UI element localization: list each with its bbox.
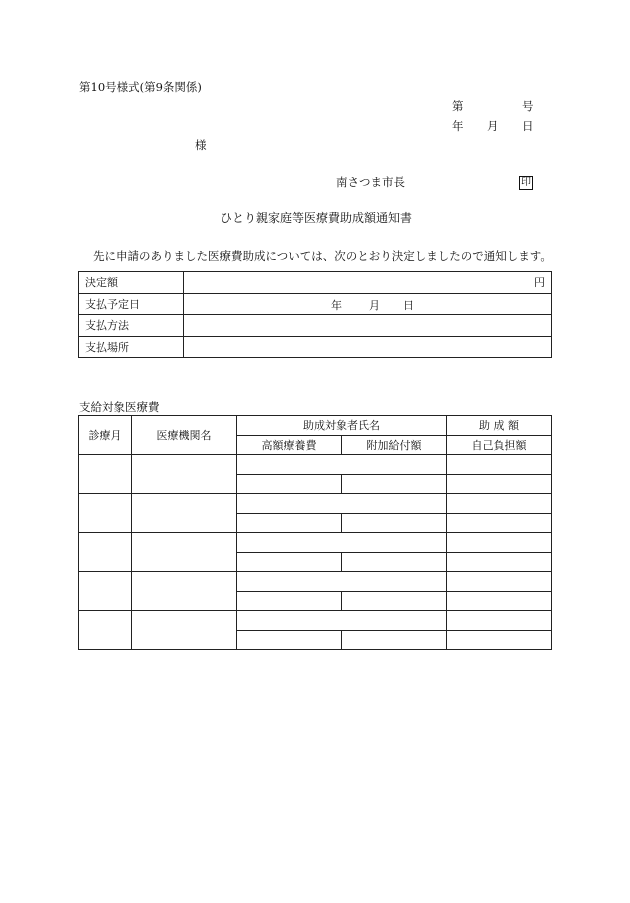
cell-beneficiary (237, 494, 447, 514)
addressee-suffix: 様 (195, 138, 207, 152)
payment-date-year: 年 (331, 298, 342, 312)
table-row (79, 315, 552, 337)
seal-mark (519, 174, 533, 190)
col-additional-benefit: 附加給付額 (342, 435, 447, 455)
form-id: 第10号様式(第9条関係) (79, 80, 202, 94)
date-month: 月 (487, 119, 499, 133)
cell-high-cost (237, 513, 342, 533)
payment-date-label: 支払予定日 (79, 293, 184, 315)
cell-institution (132, 572, 237, 611)
table-row (79, 533, 552, 553)
cell-additional (342, 474, 447, 494)
decision-amount-label: 決定額 (79, 272, 184, 294)
expense-section-heading: 支給対象医療費 (79, 400, 160, 414)
cell-additional (342, 630, 447, 650)
intro-text: 先に申請のありました医療費助成については、次のとおり決定しましたので通知します。 (93, 249, 552, 263)
col-subsidy-amount: 助 成 額 (447, 416, 552, 436)
col-beneficiary-name: 助成対象者氏名 (237, 416, 447, 436)
date-day: 日 (522, 119, 534, 133)
seal-icon: 印 (521, 177, 531, 188)
table-row (79, 611, 552, 631)
cell-additional (342, 552, 447, 572)
cell-high-cost (237, 630, 342, 650)
cell-high-cost (237, 591, 342, 611)
document-title: ひとり親家庭等医療費助成額通知書 (220, 211, 413, 225)
cell-self-payment (447, 552, 552, 572)
decision-table (78, 271, 552, 358)
col-self-payment: 自己負担額 (447, 435, 552, 455)
col-treatment-month: 診療月 (79, 416, 132, 455)
col-high-cost-medical: 高額療養費 (237, 435, 342, 455)
cell-beneficiary (237, 572, 447, 592)
col-medical-institution: 医療機関名 (132, 416, 237, 455)
document-number-suffix: 号 (522, 99, 534, 113)
cell-high-cost (237, 474, 342, 494)
cell-subsidy (447, 455, 552, 475)
cell-month (79, 494, 132, 533)
cell-additional (342, 513, 447, 533)
cell-institution (132, 611, 237, 650)
cell-month (79, 455, 132, 494)
decision-amount-value: 円 (184, 272, 552, 294)
table-header-row (79, 416, 552, 436)
cell-beneficiary (237, 611, 447, 631)
table-row (79, 293, 552, 315)
cell-month (79, 572, 132, 611)
cell-subsidy (447, 572, 552, 592)
payment-place-value (184, 336, 552, 358)
table-row (79, 572, 552, 592)
payment-method-label: 支払方法 (79, 315, 184, 337)
cell-high-cost (237, 552, 342, 572)
cell-month (79, 533, 132, 572)
table-row (79, 272, 552, 294)
table-row (79, 336, 552, 358)
cell-self-payment (447, 630, 552, 650)
document-number-prefix: 第 (452, 99, 464, 113)
expense-table (78, 415, 552, 650)
cell-subsidy (447, 611, 552, 631)
payment-date-day: 日 (403, 298, 414, 312)
cell-institution (132, 533, 237, 572)
cell-institution (132, 494, 237, 533)
date-year: 年 (452, 119, 464, 133)
cell-self-payment (447, 591, 552, 611)
payment-place-label: 支払場所 (79, 336, 184, 358)
cell-month (79, 611, 132, 650)
payment-date-value (184, 293, 552, 315)
cell-beneficiary (237, 533, 447, 553)
cell-self-payment (447, 474, 552, 494)
payment-method-value (184, 315, 552, 337)
cell-institution (132, 455, 237, 494)
cell-additional (342, 591, 447, 611)
cell-self-payment (447, 513, 552, 533)
cell-subsidy (447, 533, 552, 553)
table-row (79, 455, 552, 475)
cell-beneficiary (237, 455, 447, 475)
table-row (79, 494, 552, 514)
issuer-name: 南さつま市長 (336, 175, 405, 189)
cell-subsidy (447, 494, 552, 514)
payment-date-month: 月 (369, 298, 380, 312)
